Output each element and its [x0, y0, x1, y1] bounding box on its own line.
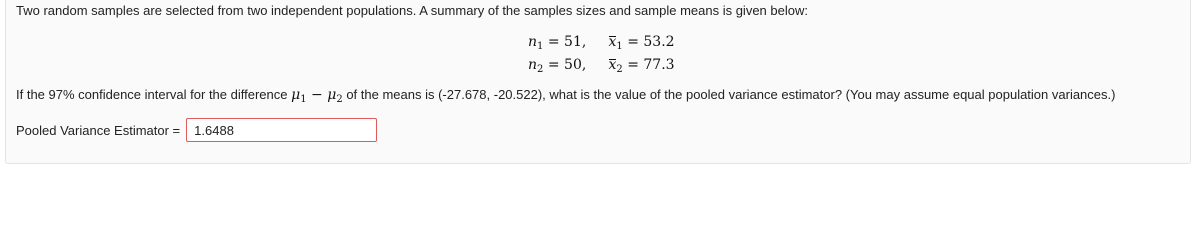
minus-sign: − — [311, 87, 323, 103]
question-panel — [5, 0, 1191, 164]
mu2-symbol: μ — [327, 87, 337, 103]
question-text — [16, 87, 1115, 103]
summary-row-1 — [528, 34, 675, 50]
summary-row-2 — [528, 57, 675, 73]
mu-difference-expression — [291, 87, 343, 103]
xbar1-subscript: 1 — [616, 41, 623, 52]
pooled-variance-input[interactable] — [186, 118, 377, 142]
xbar2-value: 77.3 — [643, 57, 675, 73]
n1-symbol: n — [528, 34, 538, 50]
pooled-variance-label: Pooled Variance Estimator = — [16, 122, 181, 138]
equals-sign: = — [627, 57, 639, 73]
answer-row — [16, 118, 377, 142]
intro-text: Two random samples are selected from two independent populations. A summary of the samples sizes and sample means is given below: — [16, 3, 808, 18]
question-after: of the means is (-27.678, -20.522), what is the value of the pooled variance estimator? (You may assume equal population variances.) — [342, 87, 1116, 102]
xbar2-subscript: 2 — [616, 64, 623, 75]
mu1-subscript: 1 — [300, 94, 307, 105]
xbar2-expression — [608, 57, 674, 73]
n1-subscript: 1 — [537, 41, 544, 52]
xbar2-symbol: x — [608, 57, 617, 73]
xbar1-value: 53.2 — [643, 34, 675, 50]
mu2-subscript: 2 — [336, 94, 343, 105]
equals-sign: = — [547, 57, 560, 73]
n2-subscript: 2 — [537, 64, 544, 75]
n2-expression — [528, 57, 604, 73]
equals-sign: = — [547, 34, 560, 50]
question-before: If the 97% confidence interval for the difference — [16, 87, 292, 102]
n1-expression — [528, 34, 604, 50]
n2-symbol: n — [528, 57, 538, 73]
xbar1-symbol: x — [608, 34, 617, 50]
n2-value: 50, — [564, 57, 587, 73]
xbar1-expression — [608, 34, 674, 50]
equals-sign: = — [627, 34, 639, 50]
mu1-symbol: μ — [291, 87, 301, 103]
n1-value: 51, — [564, 34, 587, 50]
